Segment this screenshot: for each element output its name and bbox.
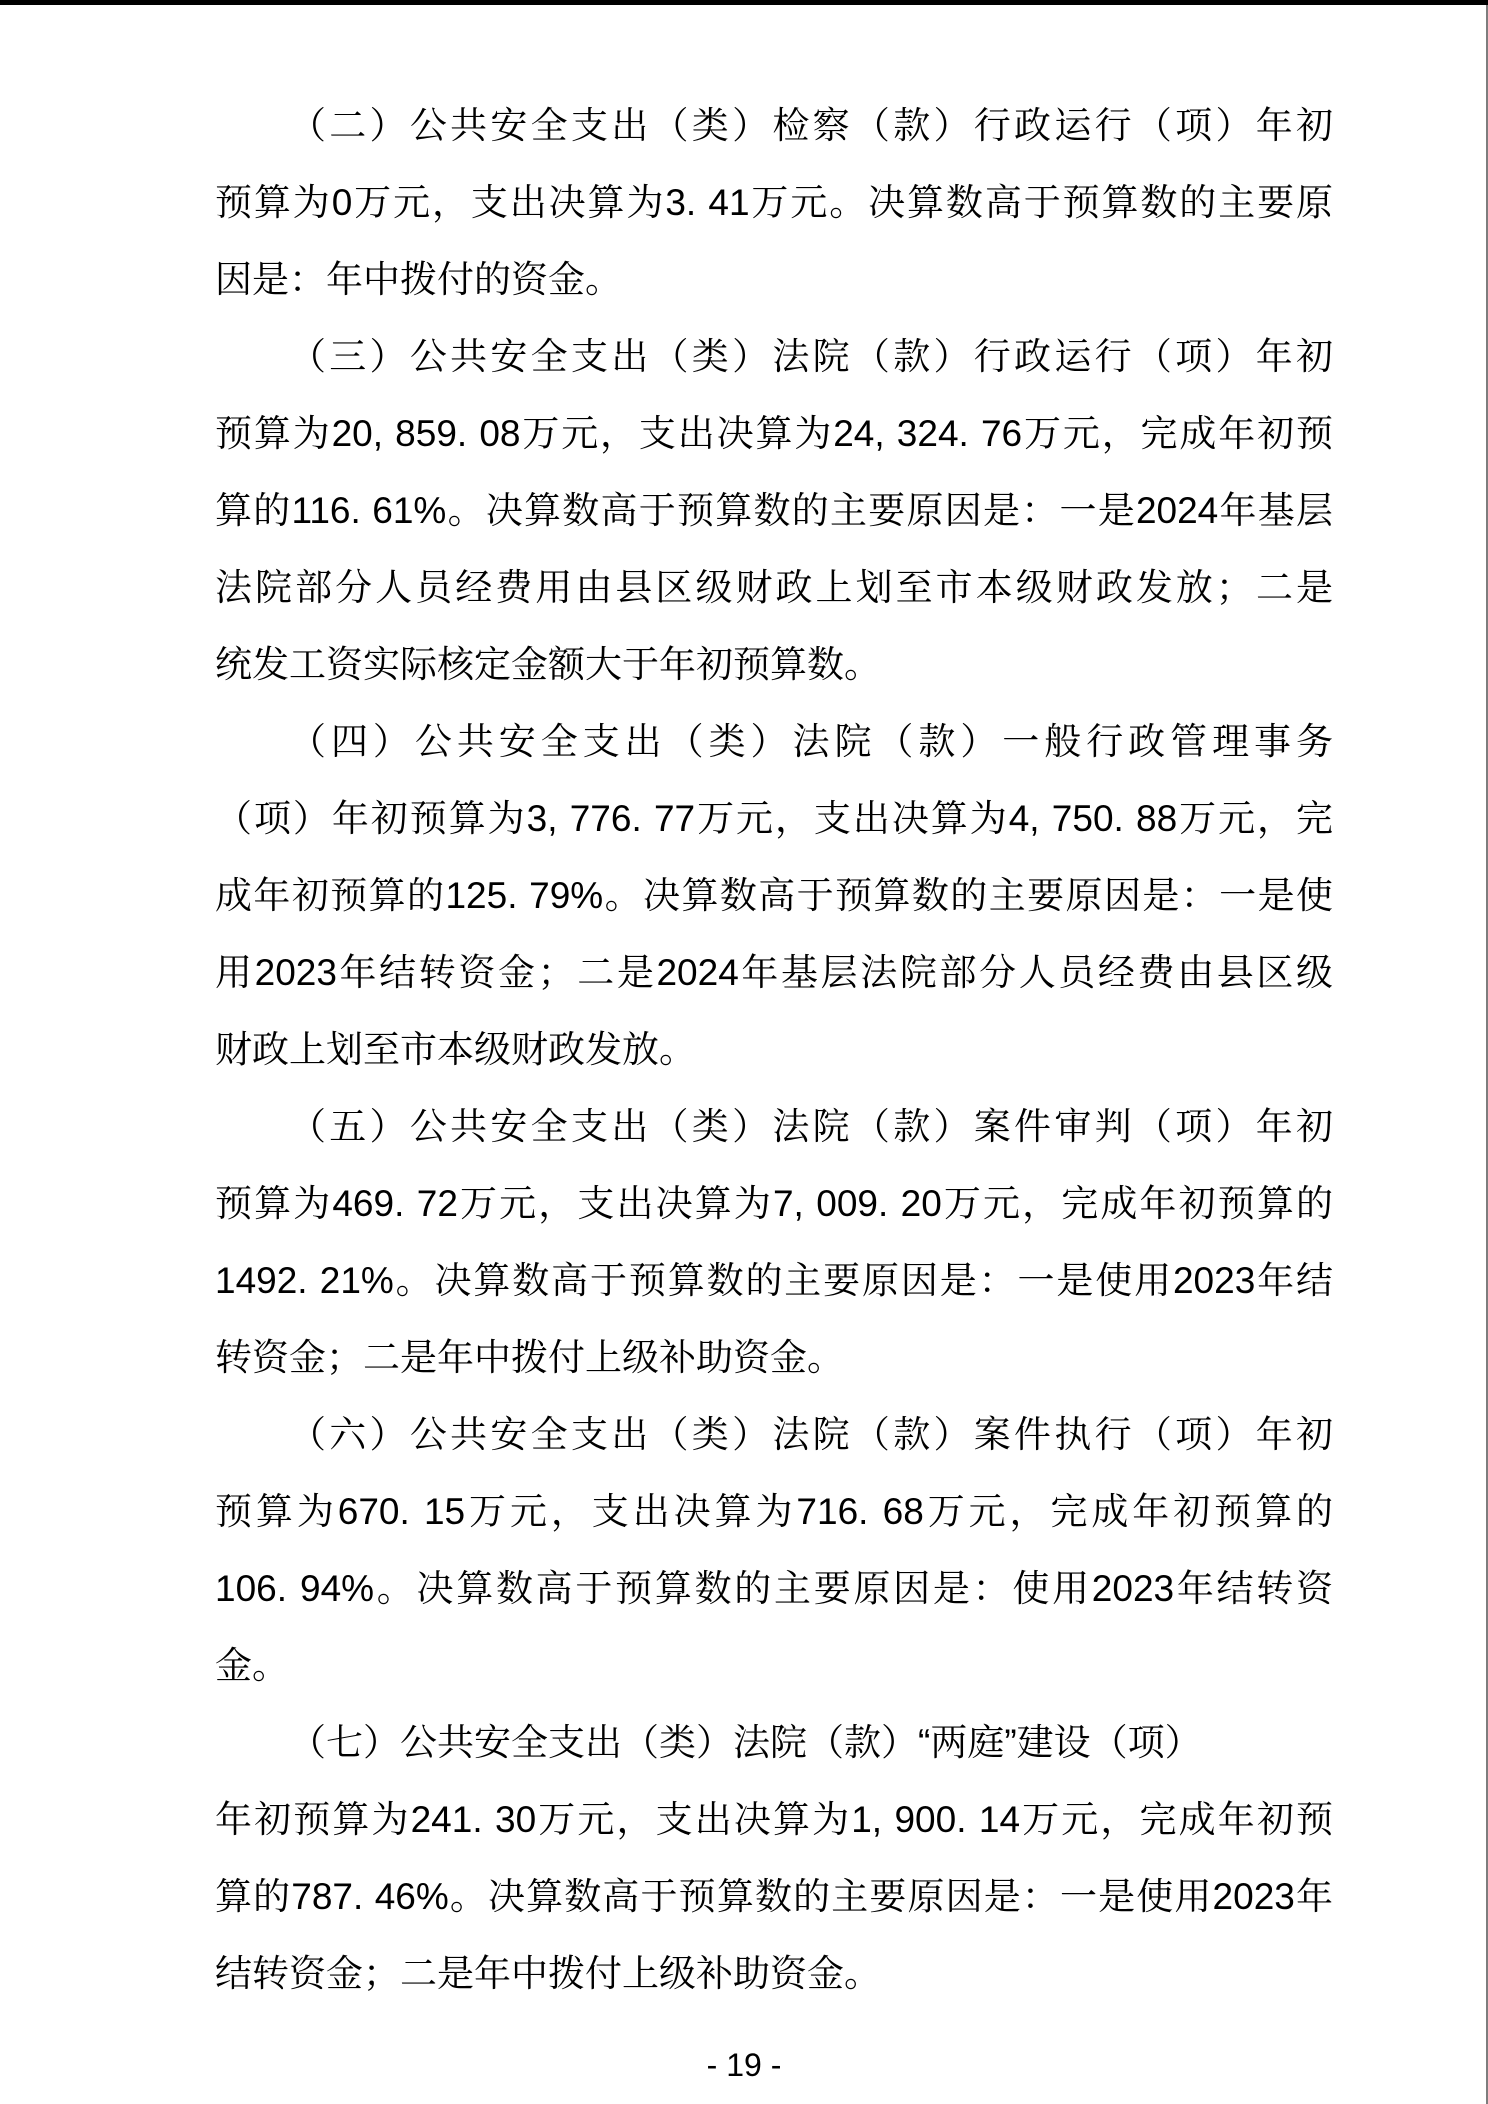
text-line: （二）公共安全支出（类）检察（款）行政运行（项）年初 <box>289 105 1333 146</box>
text-line: 预算为670. 15万元，支出决算为716. 68万元，完成年初预算的 <box>215 1491 1333 1532</box>
text-line: 统发工资实际核定金额大于年初预算数。 <box>215 644 881 685</box>
text-line: 法院部分人员经费用由县区级财政上划至市本级财政发放；二是 <box>215 567 1333 608</box>
text-line: 106. 94%。决算数高于预算数的主要原因是：使用2023年结转资 <box>215 1568 1333 1609</box>
text-line: 算的787. 46%。决算数高于预算数的主要原因是：一是使用2023年 <box>215 1876 1333 1917</box>
paragraph-item-6 <box>215 1396 1333 1704</box>
text-line: （四）公共安全支出（类）法院（款）一般行政管理事务 <box>289 721 1333 762</box>
text-line: 因是：年中拨付的资金。 <box>215 259 622 300</box>
text-line: 财政上划至市本级财政发放。 <box>215 1029 696 1070</box>
text-line: （六）公共安全支出（类）法院（款）案件执行（项）年初 <box>289 1414 1333 1455</box>
paragraph-item-3 <box>215 318 1333 703</box>
page-number: - 19 - <box>706 2047 782 2083</box>
text-line: 用2023年结转资金；二是2024年基层法院部分人员经费由县区级 <box>215 952 1333 993</box>
text-line: 1492. 21%。决算数高于预算数的主要原因是：一是使用2023年结 <box>215 1260 1333 1301</box>
paragraph-item-5 <box>215 1088 1333 1396</box>
paragraph-item-2 <box>215 87 1333 318</box>
text-line: （五）公共安全支出（类）法院（款）案件审判（项）年初 <box>289 1106 1333 1147</box>
text-line: 算的116. 61%。决算数高于预算数的主要原因是：一是2024年基层 <box>215 490 1333 531</box>
text-line: （项）年初预算为3, 776. 77万元，支出决算为4, 750. 88万元，完 <box>215 798 1333 839</box>
text-line: 年初预算为241. 30万元，支出决算为1, 900. 14万元，完成年初预 <box>215 1799 1333 1840</box>
paragraph-item-4 <box>215 703 1333 1088</box>
text-line: 预算为469. 72万元，支出决算为7, 009. 20万元，完成年初预算的 <box>215 1183 1333 1224</box>
text-line: 预算为20, 859. 08万元，支出决算为24, 324. 76万元，完成年初预 <box>215 413 1333 454</box>
text-line: 转资金；二是年中拨付上级补助资金。 <box>215 1337 844 1378</box>
paragraph-item-7 <box>215 1704 1333 2012</box>
text-line: （七）公共安全支出（类）法院（款）“两庭”建设（项） <box>289 1722 1202 1763</box>
text-line: （三）公共安全支出（类）法院（款）行政运行（项）年初 <box>289 336 1333 377</box>
text-line: 预算为0万元，支出决算为3. 41万元。决算数高于预算数的主要原 <box>215 182 1333 223</box>
text-line: 成年初预算的125. 79%。决算数高于预算数的主要原因是：一是使 <box>215 875 1333 916</box>
text-line: 结转资金；二是年中拨付上级补助资金。 <box>215 1953 881 1994</box>
text-line: 金。 <box>215 1645 289 1686</box>
text-block <box>215 87 1333 2012</box>
